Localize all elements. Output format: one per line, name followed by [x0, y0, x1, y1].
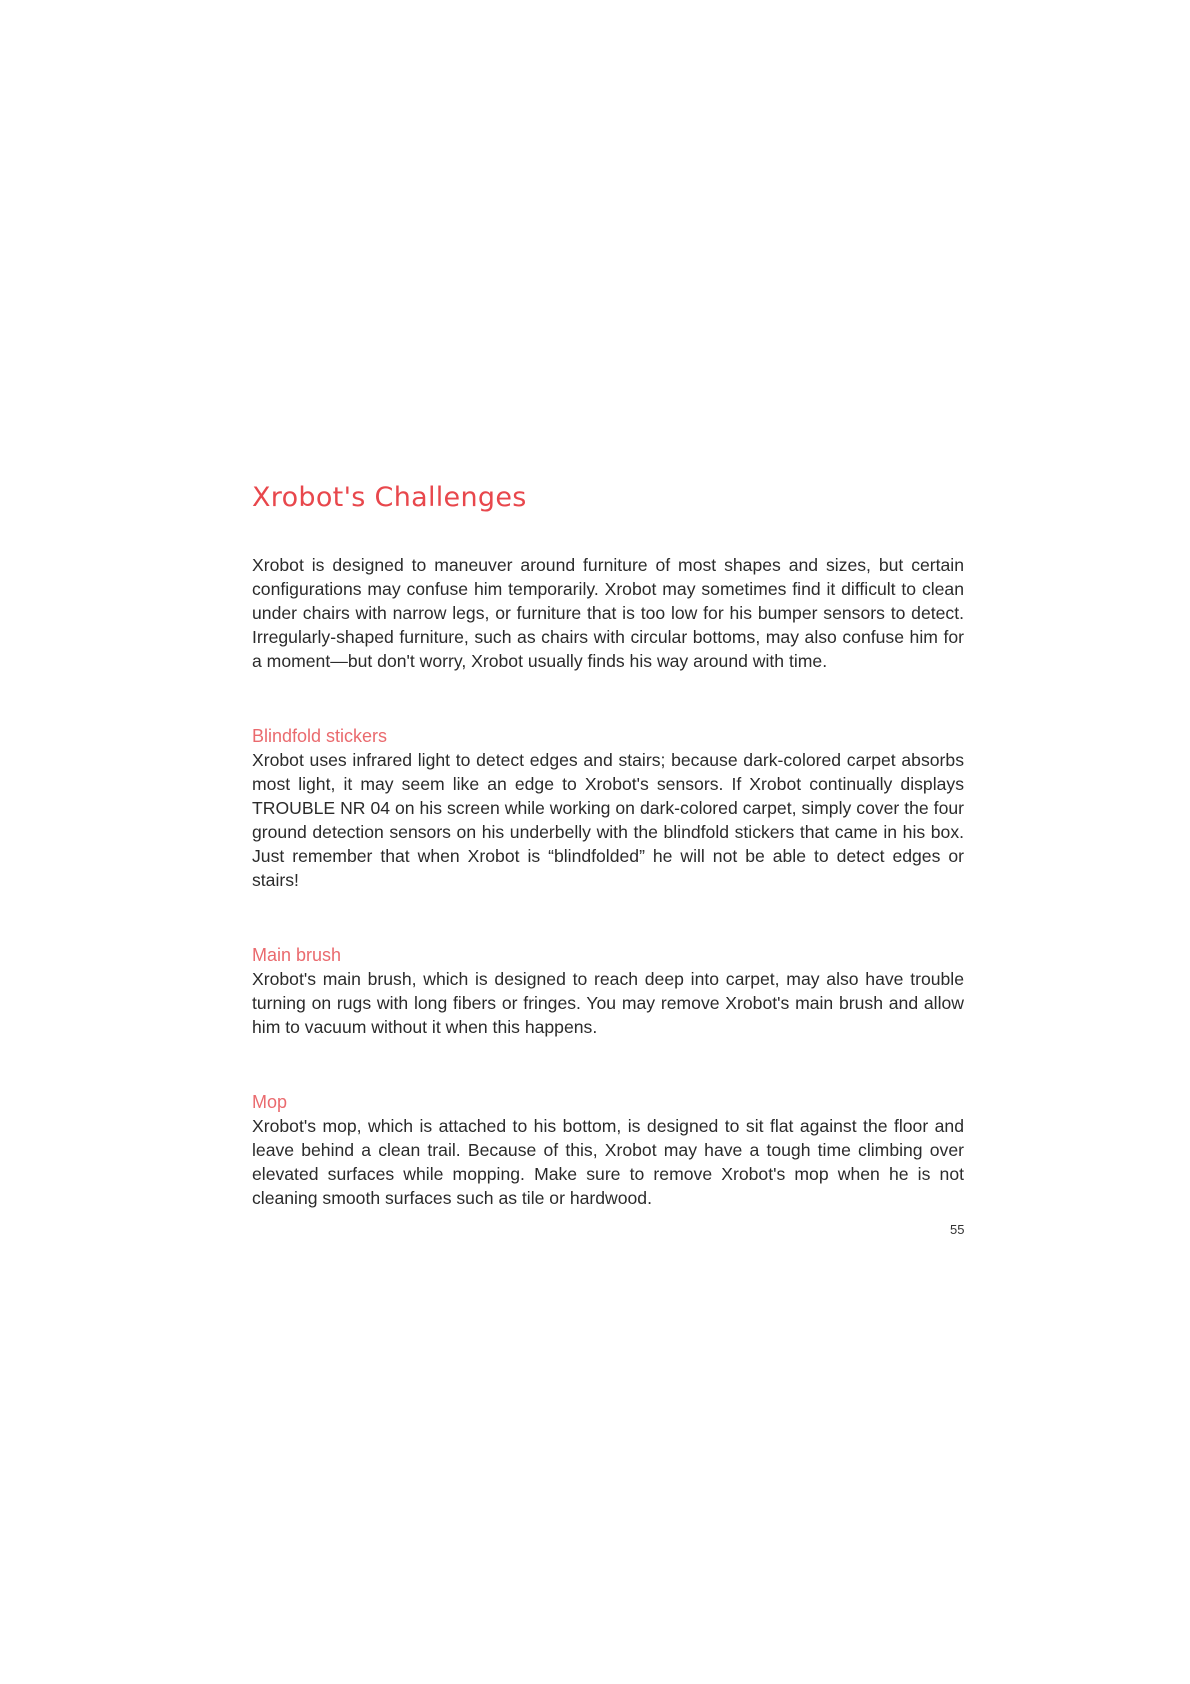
page-content: [252, 478, 964, 1210]
page-title: Xrobot's Challenges: [252, 482, 527, 513]
section-heading: Blindfold stickers: [252, 726, 388, 746]
section-heading: Main brush: [252, 945, 342, 965]
section-heading: Mop: [252, 1092, 288, 1112]
section-blindfold-stickers: [252, 724, 964, 892]
page-number: 55: [950, 1222, 965, 1237]
section-body: Xrobot's mop, which is attached to his bottom, is designed to sit flat against the floor and leave behind a clean trail. Because of this, Xrobot may have a tough time climbing over elevated surfaces while mopping. Make sure to remove Xrobot's mop when he is not cleaning smooth surfaces such as tile or hardwood.: [252, 1116, 964, 1208]
section-mop: [252, 1090, 964, 1210]
section-body: Xrobot's main brush, which is designed to reach deep into carpet, may also have trouble turning on rugs with long fibers or fringes. You may remove Xrobot's main brush and allow him to vacuum without it when this happens.: [252, 969, 964, 1037]
section-body: Xrobot uses infrared light to detect edges and stairs; because dark-colored carpet absorbs most light, it may seem like an edge to Xrobot's sensors. If Xrobot continually displays TROUBLE NR 04 on his screen while working on dark-colored carpet, simply cover the four ground detection sensors on his underbelly with the blindfold stickers that came in his box. Just remember that when Xrobot is “blindfolded” he will not be able to detect edges or stairs!: [252, 750, 964, 890]
intro-paragraph: Xrobot is designed to maneuver around furniture of most shapes and sizes, but certain configurations may confuse him temporarily. Xrobot may sometimes find it difficult to clean under chairs with narrow legs, or furniture that is too low for his bumper sensors to detect. Irregularly-shaped furniture, such as chairs with circular bottoms, may also confuse him for a moment—but don't worry, Xrobot usually finds his way around with time.: [252, 555, 964, 671]
section-main-brush: [252, 943, 964, 1039]
